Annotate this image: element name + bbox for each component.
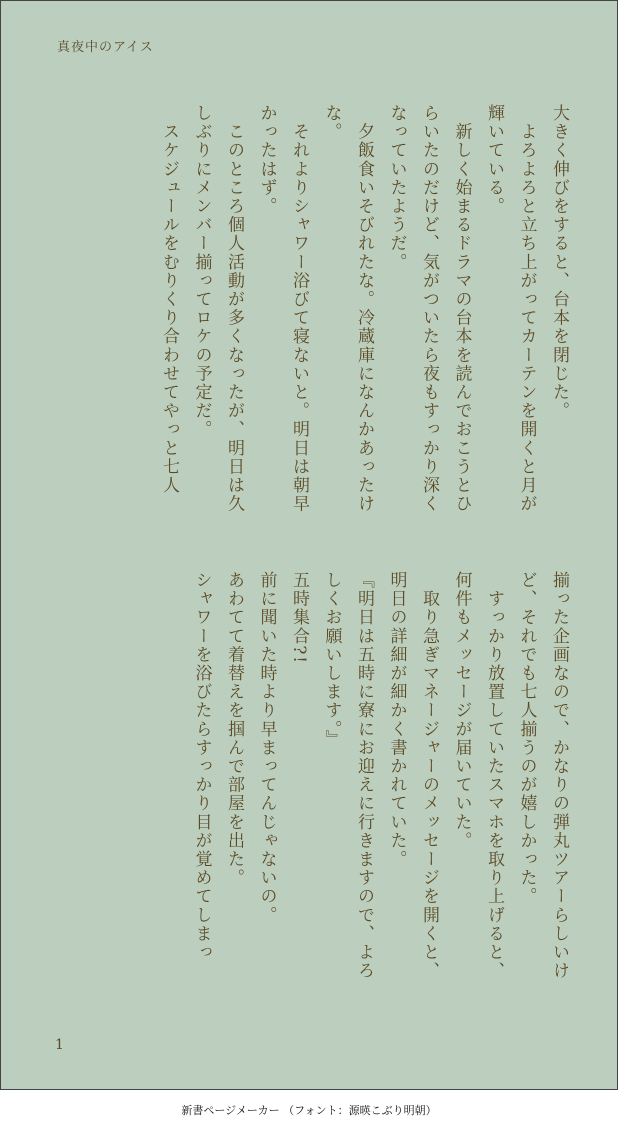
text-column: ど、それでも七人揃うのが嬉しかった。 (516, 571, 537, 906)
text-block-top (153, 104, 576, 544)
text-column: 夕飯食いそびれたな。冷蔵庫になんかあったけ (354, 104, 374, 514)
text-column: な。 (321, 104, 342, 142)
text-column: 大きく伸びをすると、台本を閉じた。 (549, 104, 569, 421)
text-column: 取り急ぎマネージャーのメッセージを開くと、 (419, 571, 439, 981)
text-column: らいたのだけど、気がついたら夜もすっかり深く (419, 104, 439, 514)
book-title: 真夜中のアイス (57, 40, 154, 55)
text-column: なっていたようだ。 (386, 104, 407, 272)
text-column: 五時集合?! (289, 571, 309, 665)
text-column: 何件もメッセージが届いていた。 (451, 571, 472, 850)
text-column: よろよろと立ち上がってカーテンを開くと月が (516, 104, 537, 514)
text-column: スケジュールをむりくり合わせてやっと七人 (159, 104, 179, 495)
text-column: しくお願いします。』 (321, 571, 342, 749)
text-column: 輝いている。 (484, 104, 504, 216)
text-column: しぶりにメンバー揃ってロケの予定だ。 (191, 104, 212, 439)
text-column: すっかり放置していたスマホを取り上げると、 (484, 571, 504, 981)
page-number: 1 (55, 1037, 64, 1053)
text-column: 新しく始まるドラマの台本を読んでおこうとひ (451, 104, 472, 514)
text-column: このところ個人活動が多くなったが、明日は久 (224, 104, 244, 514)
footer-credit: 新書ページメーカー （フォント：源暎こぶり明朝） (181, 1104, 437, 1117)
text-column: あわてて着替えを掴んで部屋を出た。 (224, 571, 244, 888)
text-column: 『明日は五時に寮にお迎えに行きますので、よろ (354, 571, 374, 981)
text-column: 前に聞いた時より早まってんじゃないの。 (256, 571, 277, 925)
text-column: それよりシャワー浴びて寝ないと。明日は朝早 (289, 104, 309, 514)
text-column: シャワーを浴びたらすっかり目が覚めてしまっ (191, 571, 212, 962)
text-block-bottom (185, 571, 575, 1011)
text-column: かったはず。 (256, 104, 277, 216)
text-column: 揃った企画なので、かなりの弾丸ツアーらしいけ (549, 571, 569, 981)
text-column: 明日の詳細が細かく書かれていた。 (386, 571, 407, 869)
